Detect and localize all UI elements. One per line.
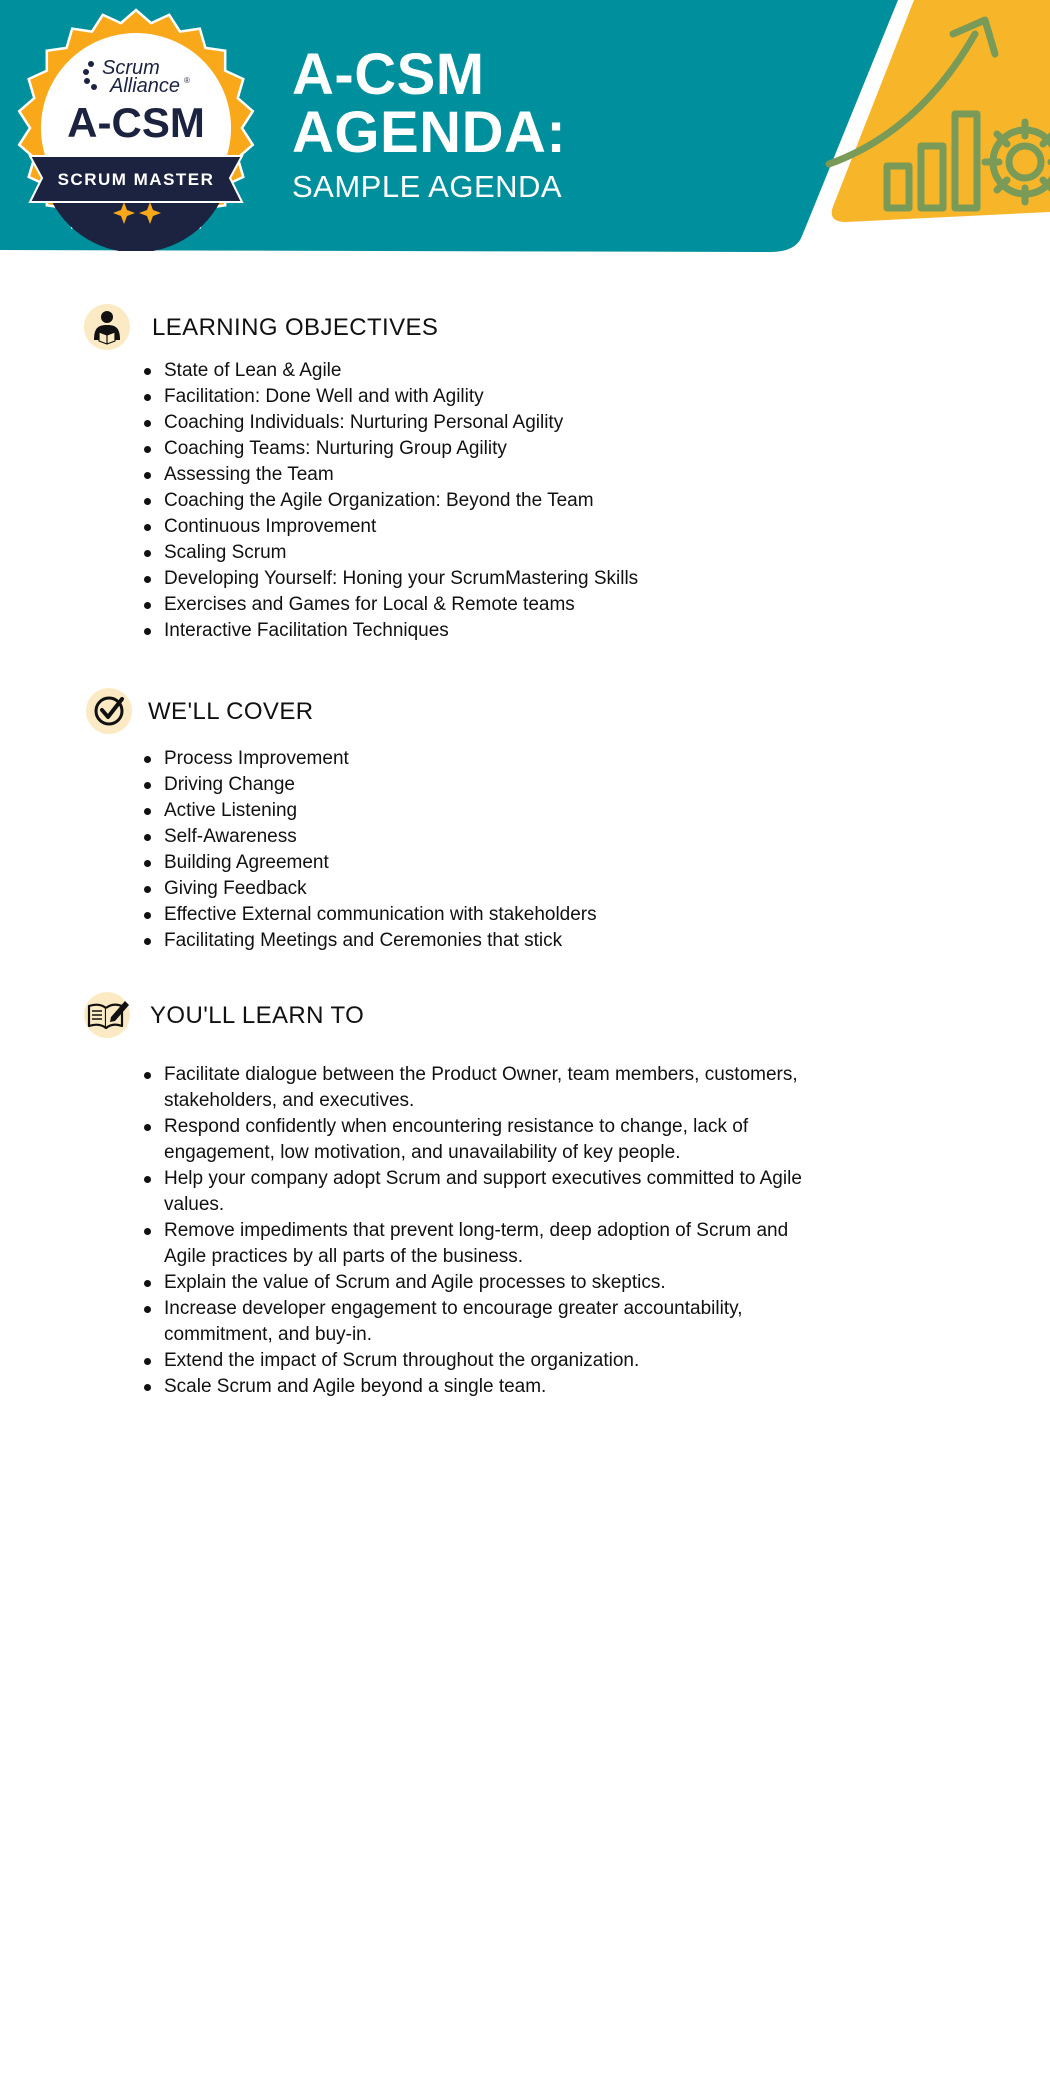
- page-subtitle: SAMPLE AGENDA: [292, 169, 563, 204]
- scrum-alliance-acsm-badge: [16, 6, 256, 251]
- well-cover-list: [164, 746, 804, 954]
- badge-org-line2: Alliance: [110, 75, 181, 97]
- section-youll-learn-to: [84, 992, 804, 1397]
- list-item: Coaching Teams: Nurturing Group Agility: [164, 436, 804, 462]
- list-item: Facilitate dialogue between the Product Owner, team members, customers, stakeholders, and executives.: [164, 1062, 804, 1114]
- list-item: Interactive Facilitation Techniques: [164, 618, 804, 644]
- list-item: Scaling Scrum: [164, 540, 804, 566]
- list-item: Developing Yourself: Honing your ScrumMastering Skills: [164, 566, 804, 592]
- badge-registered-mark: ®: [184, 76, 190, 85]
- list-item: Continuous Improvement: [164, 514, 804, 540]
- list-item: Remove impediments that prevent long-term, deep adoption of Scrum and Agile practices by all parts of the business.: [164, 1218, 804, 1270]
- section-header: [84, 688, 804, 738]
- list-item: Assessing the Team: [164, 462, 804, 488]
- header-title-block: [292, 42, 567, 206]
- list-item: Coaching the Agile Organization: Beyond the Team: [164, 488, 804, 514]
- page-title-line1: A-CSM: [292, 42, 485, 107]
- section-title: WE'LL COVER: [148, 698, 314, 725]
- list-item: Driving Change: [164, 772, 804, 798]
- list-item: Facilitation: Done Well and with Agility: [164, 384, 804, 410]
- list-item: Giving Feedback: [164, 876, 804, 902]
- list-item: Active Listening: [164, 798, 804, 824]
- learning-objectives-list: [164, 358, 804, 644]
- badge-ribbon-text: SCRUM MASTER: [57, 170, 215, 189]
- list-item: Extend the impact of Scrum throughout the organization.: [164, 1348, 804, 1374]
- list-item: Effective External communication with stakeholders: [164, 902, 804, 928]
- section-title: LEARNING OBJECTIVES: [152, 314, 439, 341]
- youll-learn-to-list: [164, 1062, 804, 1400]
- list-item: Building Agreement: [164, 850, 804, 876]
- list-item: Scale Scrum and Agile beyond a single team.: [164, 1374, 804, 1400]
- list-item: Explain the value of Scrum and Agile processes to skeptics.: [164, 1270, 804, 1296]
- section-title: YOU'LL LEARN TO: [150, 1002, 365, 1029]
- checkmark-circle-icon: [86, 688, 132, 734]
- list-item: Respond confidently when encountering resistance to change, lack of engagement, low motivation, and unavailability of key people.: [164, 1114, 804, 1166]
- list-item: Coaching Individuals: Nurturing Personal Agility: [164, 410, 804, 436]
- list-item: State of Lean & Agile: [164, 358, 804, 384]
- section-learning-objectives: [84, 304, 804, 640]
- list-item: Process Improvement: [164, 746, 804, 772]
- badge-org-line1: Scrum: [102, 57, 160, 79]
- list-item: Increase developer engagement to encourage greater accountability, commitment, and buy-in.: [164, 1296, 804, 1348]
- list-item: Exercises and Games for Local & Remote teams: [164, 592, 804, 618]
- badge-credential: A-CSM: [67, 99, 205, 146]
- section-well-cover: [84, 688, 804, 951]
- list-item: Self-Awareness: [164, 824, 804, 850]
- list-item: Facilitating Meetings and Ceremonies that stick: [164, 928, 804, 954]
- page-title-line2: AGENDA:: [292, 100, 567, 165]
- person-reading-icon: [84, 304, 130, 350]
- list-item: Help your company adopt Scrum and support executives committed to Agile values.: [164, 1166, 804, 1218]
- growth-chart-gear-icon: [825, 14, 1050, 219]
- section-header: [84, 992, 804, 1042]
- section-header: [84, 304, 804, 354]
- open-book-pencil-icon: [84, 992, 130, 1038]
